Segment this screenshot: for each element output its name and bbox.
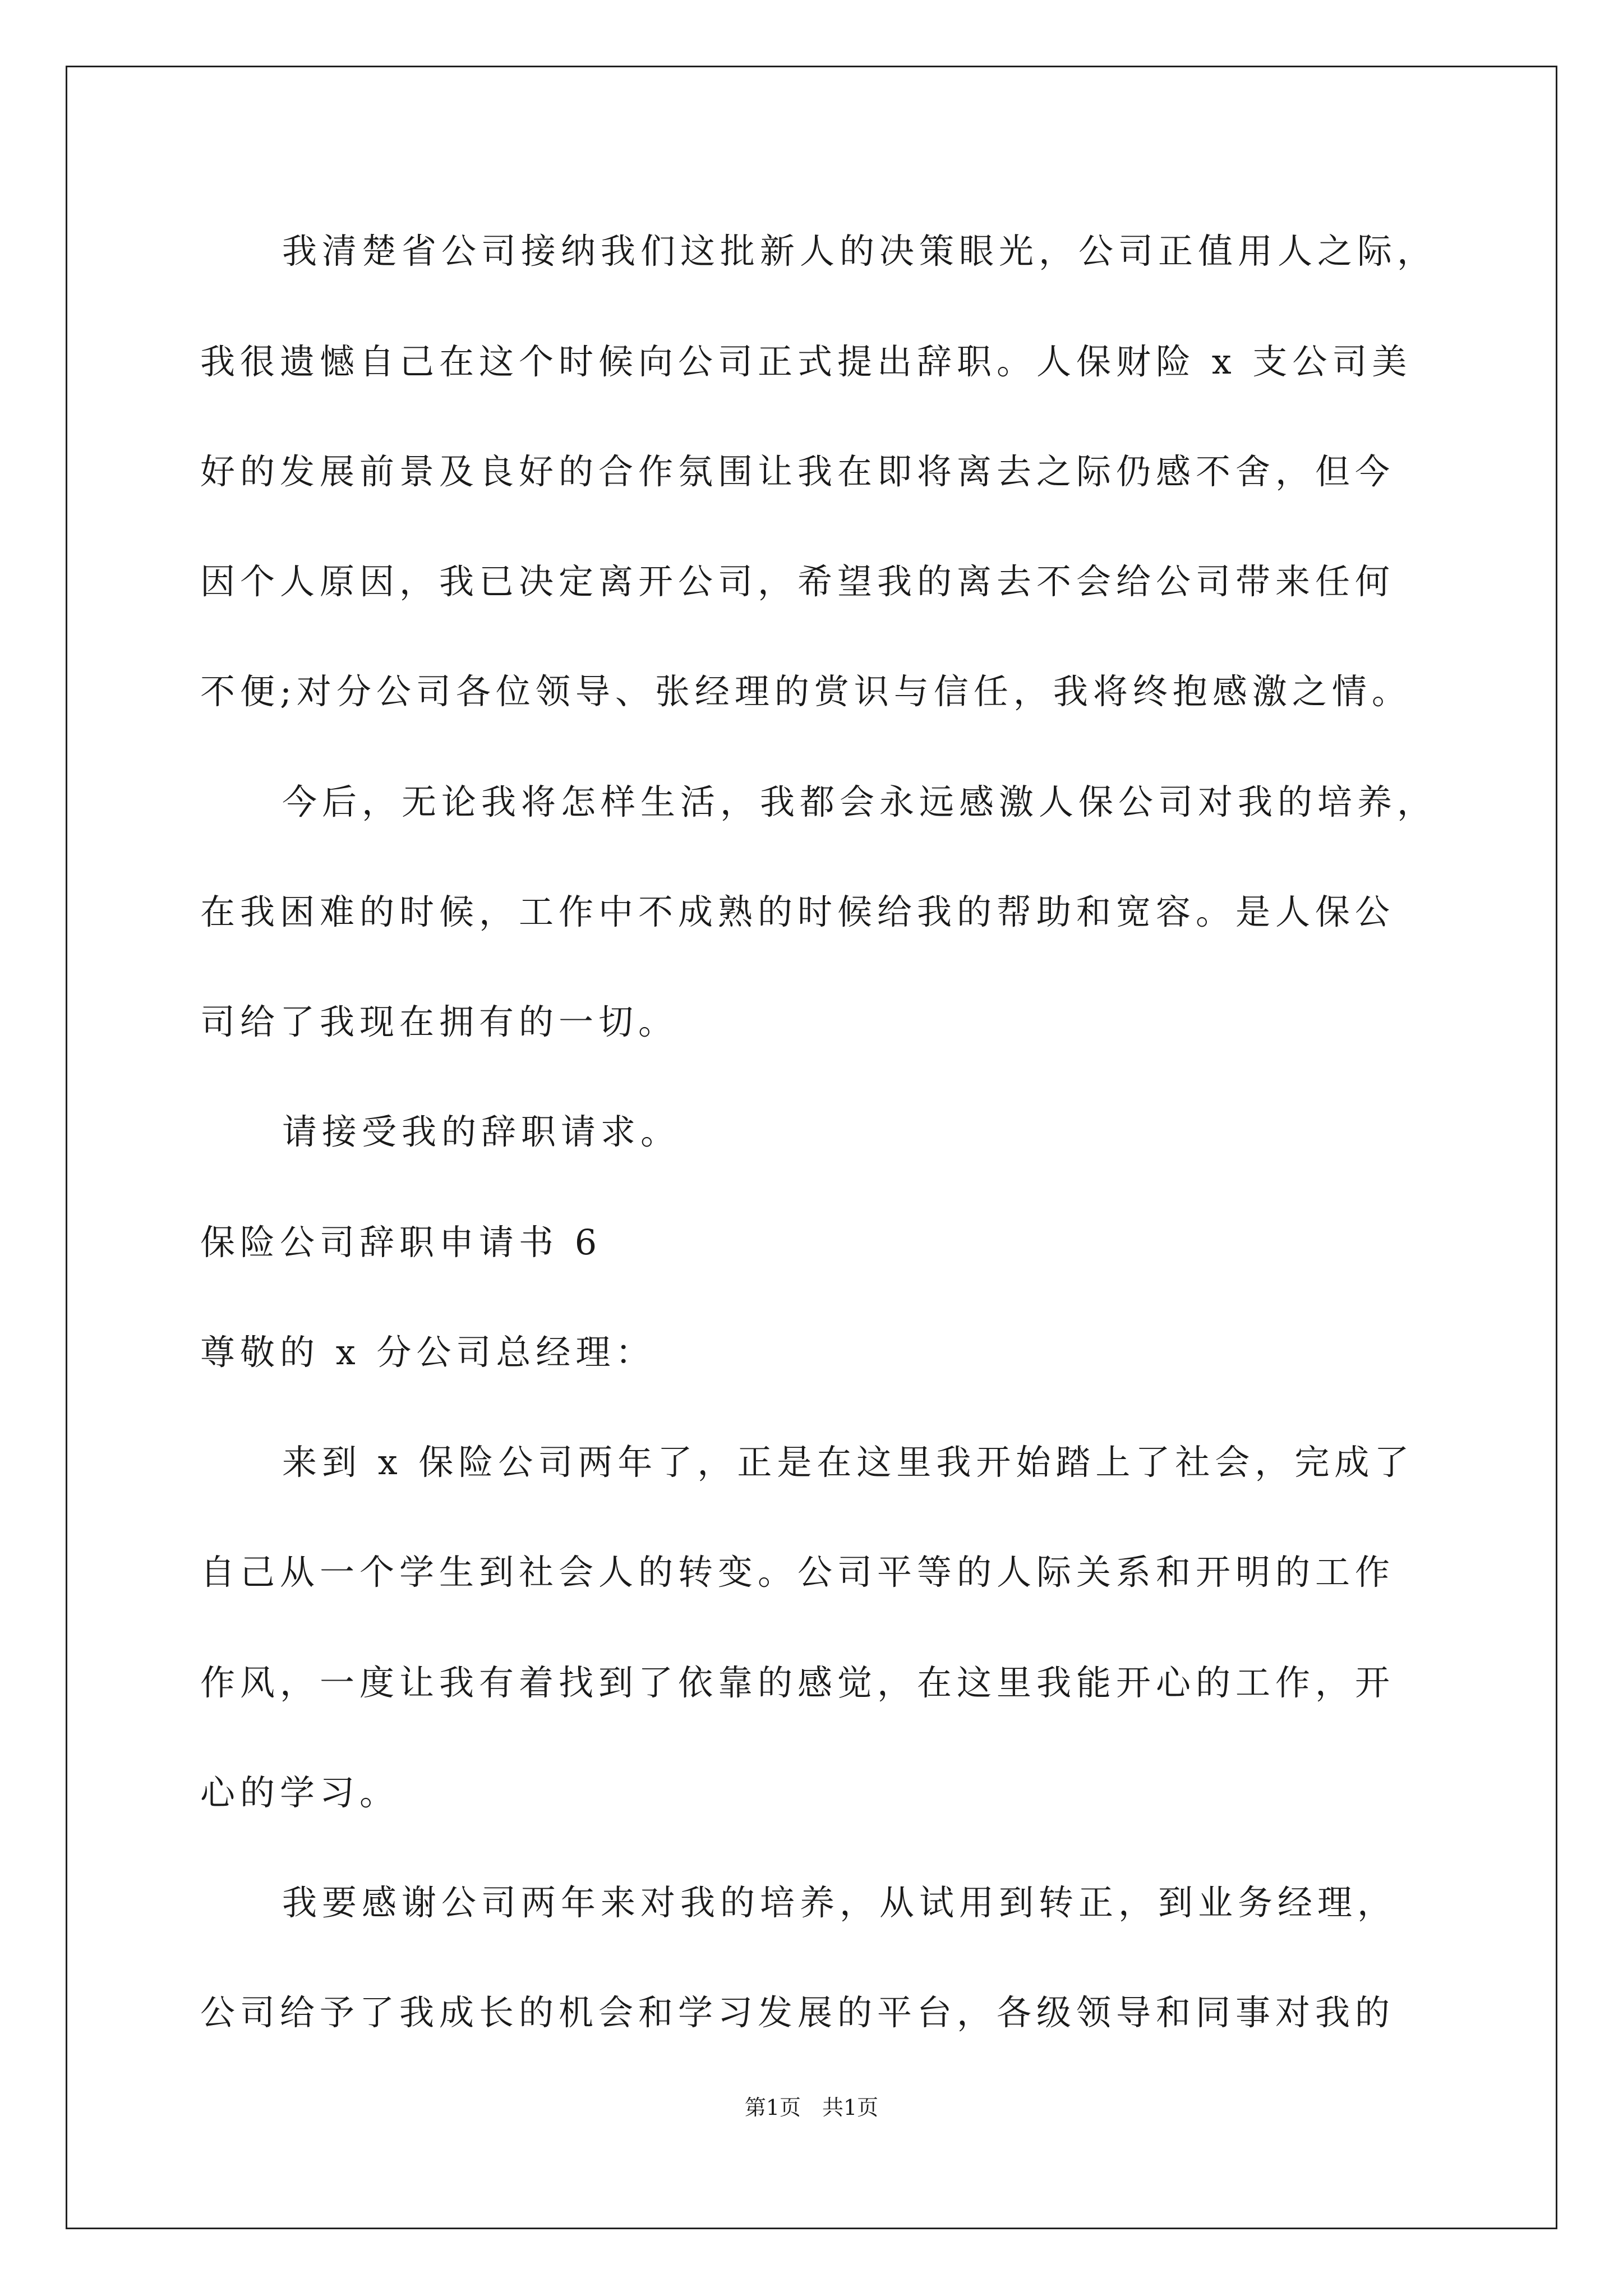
paragraph-line: 不便;对分公司各位领导、张经理的赏识与信任，我将终抱感激之情。 (200, 671, 1412, 712)
paragraph-line: 来到 x 保险公司两年了，正是在这里我开始踏上了社会，完成了 (282, 1442, 1414, 1483)
paragraph-line: 我很遗憾自己在这个时候向公司正式提出辞职。人保财险 x 支公司美 (200, 341, 1412, 382)
paragraph-line: 我要感谢公司两年来对我的培养，从试用到转正，到业务经理， (282, 1882, 1398, 1923)
section-title: 保险公司辞职申请书 6 (200, 1222, 602, 1263)
paragraph-line: 请接受我的辞职请求。 (282, 1111, 681, 1152)
paragraph-line: 作风，一度让我有着找到了依靠的感觉，在这里我能开心的工作，开 (200, 1662, 1395, 1703)
paragraph-line: 司给了我现在拥有的一切。 (200, 1001, 679, 1042)
salutation: 尊敬的 x 分公司总经理： (200, 1332, 656, 1373)
paragraph-line: 在我困难的时候，工作中不成熟的时候给我的帮助和宽容。是人保公 (200, 891, 1395, 932)
paragraph-line: 自己从一个学生到社会人的转变。公司平等的人际关系和开明的工作 (200, 1552, 1395, 1593)
paragraph-line: 公司给予了我成长的机会和学习发展的平台，各级领导和同事对我的 (200, 1992, 1395, 2033)
page-footer: 第1页 共1页 (744, 2095, 879, 2120)
paragraph-line: 好的发展前景及良好的合作氛围让我在即将离去之际仍感不舍，但今 (200, 451, 1395, 492)
paragraph-line: 因个人原因，我已决定离开公司，希望我的离去不会给公司带来任何 (200, 561, 1395, 602)
paragraph-line: 心的学习。 (200, 1772, 400, 1813)
paragraph-line: 我清楚省公司接纳我们这批新人的决策眼光，公司正值用人之际， (282, 231, 1437, 272)
paragraph-line: 今后，无论我将怎样生活，我都会永远感激人保公司对我的培养， (282, 781, 1437, 822)
